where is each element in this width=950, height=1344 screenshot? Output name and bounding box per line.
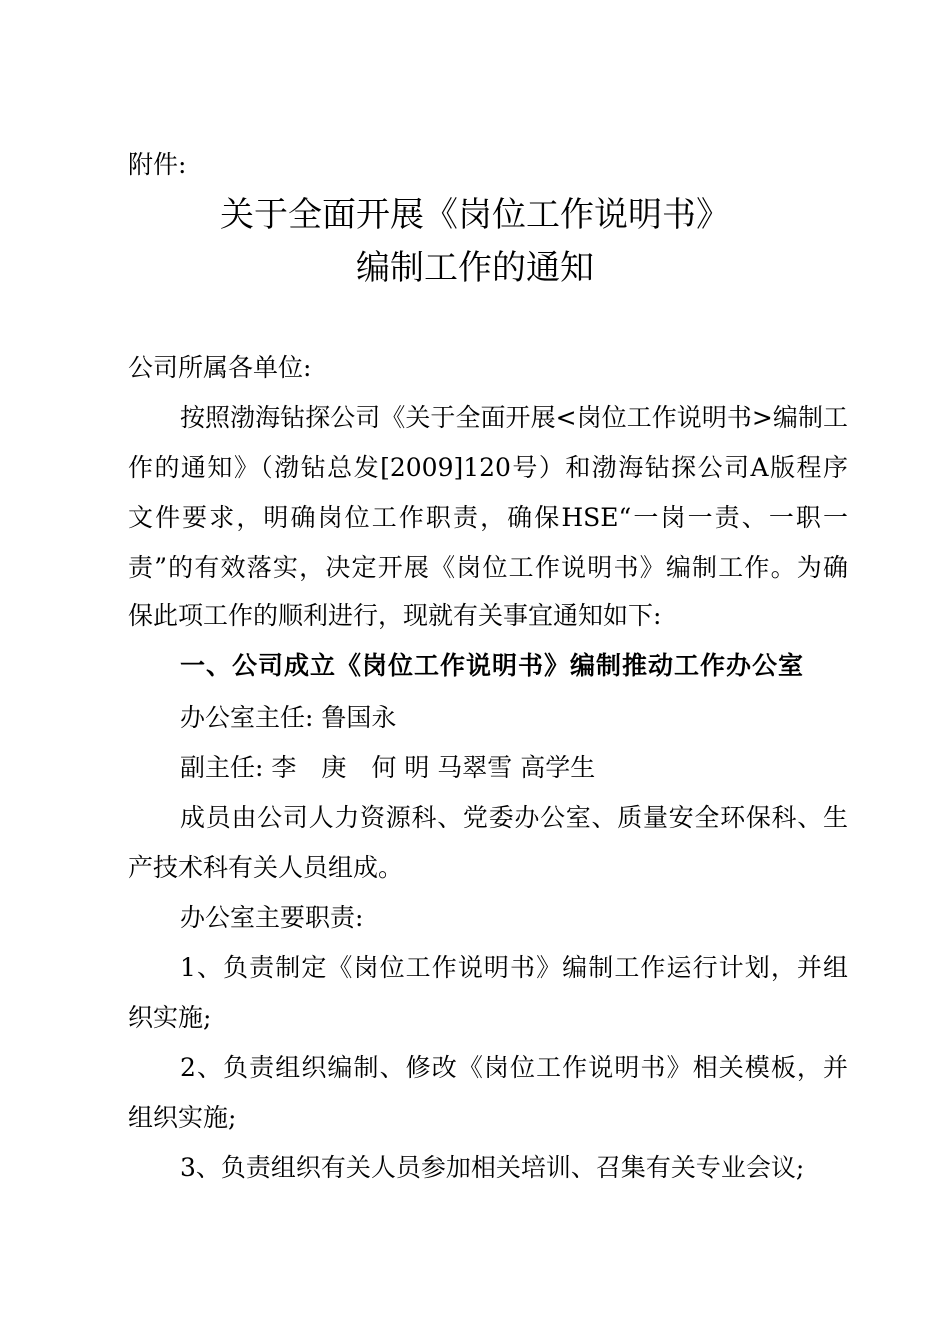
office-director: 办公室主任: 鲁国永	[180, 703, 397, 732]
attachment-label: 附件:	[128, 150, 187, 179]
salutation: 公司所属各单位:	[128, 353, 312, 382]
intro-line-1: 按照渤海钻探公司《关于全面开展<岗位工作说明书>编制工	[180, 403, 848, 432]
duties-heading: 办公室主要职责:	[180, 903, 364, 932]
notice-title-line-1: 关于全面开展《岗位工作说明书》	[220, 195, 730, 235]
intro-line-4: 责”的有效落实，决定开展《岗位工作说明书》编制工作。为确	[128, 553, 848, 582]
intro-line-5: 保此项工作的顺利进行，现就有关事宜通知如下:	[128, 601, 662, 630]
duty-2-line-1: 2、负责组织编制、修改《岗位工作说明书》相关模板，并	[180, 1053, 848, 1082]
duty-3: 3、负责组织有关人员参加相关培训、召集有关专业会议;	[180, 1153, 805, 1182]
deputy-directors: 副主任: 李 庚 何 明 马翠雪 高学生	[180, 753, 596, 782]
duty-1-line-2: 织实施;	[128, 1003, 212, 1032]
intro-line-3: 文件要求，明确岗位工作职责，确保HSE“一岗一责、一职一	[128, 503, 848, 532]
intro-line-2: 作的通知》（渤钻总发[2009]120号）和渤海钻探公司A版程序	[128, 453, 848, 482]
duty-2-line-2: 组织实施;	[128, 1103, 237, 1132]
notice-title-line-2: 编制工作的通知	[356, 248, 594, 288]
section-1-heading: 一、公司成立《岗位工作说明书》编制推动工作办公室	[180, 651, 805, 680]
members-line-1: 成员由公司人力资源科、党委办公室、质量安全环保科、生	[180, 803, 848, 832]
duty-1-line-1: 1、负责制定《岗位工作说明书》编制工作运行计划，并组	[180, 953, 848, 982]
members-line-2: 产技术科有关人员组成。	[128, 853, 404, 882]
